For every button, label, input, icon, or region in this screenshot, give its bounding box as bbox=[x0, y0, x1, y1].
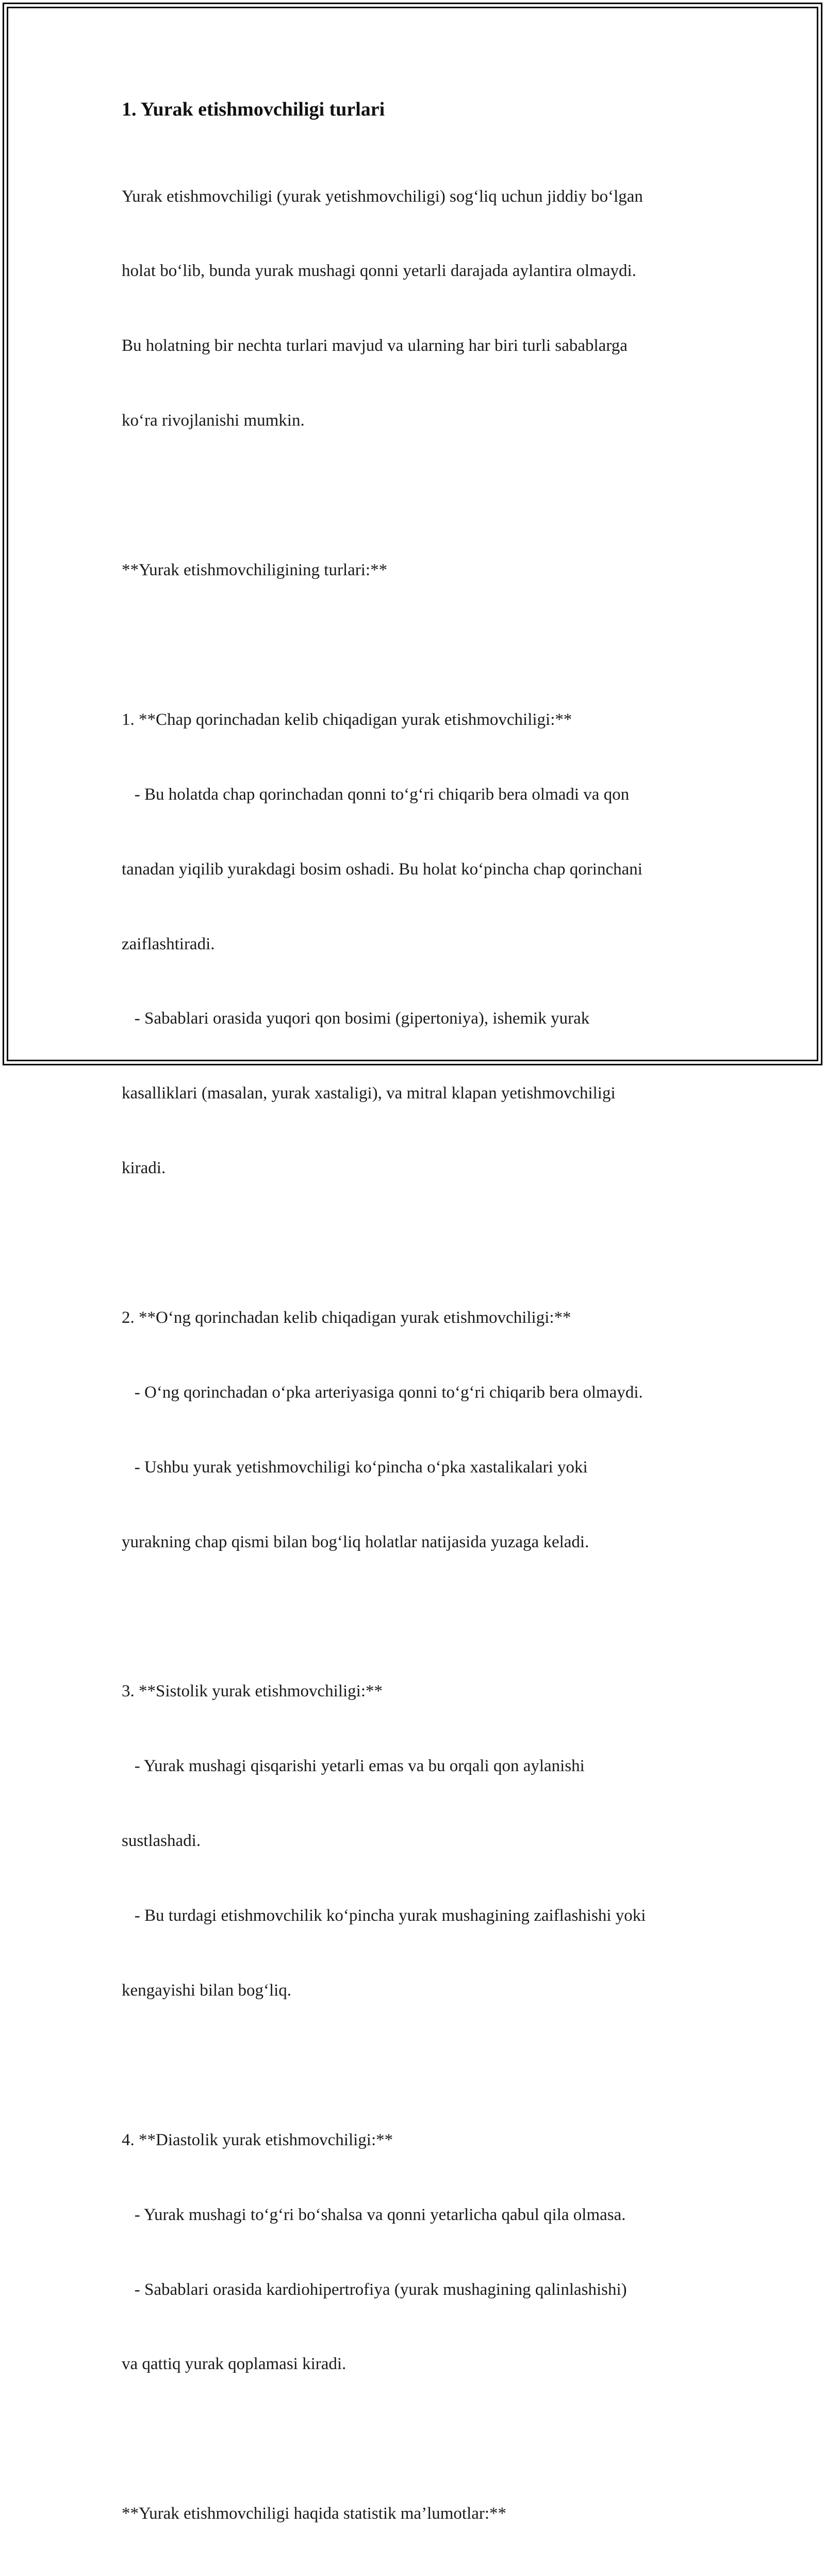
body-text bbox=[122, 134, 720, 2576]
text-line: - O‘ng qorinchadan o‘pka arteriyasiga qonni to‘g‘ri chiqarib bera olmaydi. bbox=[122, 1383, 643, 1402]
text-line: - Bu holatda chap qorinchadan qonni to‘g‘ri chiqarib bera olmadi va qon bbox=[122, 785, 630, 804]
text-line: kiradi. bbox=[122, 1159, 166, 1178]
text-line: 4. **Diastolik yurak etishmovchiligi:** bbox=[122, 2130, 393, 2149]
text-line: tanadan yiqilib yurakdagi bosim oshadi. Bu holat ko‘pincha chap qorinchani bbox=[122, 860, 642, 879]
text-line: zaiflashtiradi. bbox=[122, 934, 215, 953]
text-line: holat bo‘lib, bunda yurak mushagi qonni yetarli darajada aylantira olmaydi. bbox=[122, 262, 636, 281]
text-line: va qattiq yurak qoplamasi kiradi. bbox=[122, 2355, 346, 2374]
blank-line bbox=[122, 633, 720, 657]
text-line: sustlashadi. bbox=[122, 1832, 201, 1851]
document-page bbox=[122, 97, 720, 2576]
text-line: - Ushbu yurak yetishmovchiligi ko‘pincha o‘pka xastalikalari yoki bbox=[122, 1457, 588, 1477]
text-line: - Yurak mushagi to‘g‘ri bo‘shalsa va qonni yetarlicha qabul qila olmasa. bbox=[122, 2205, 626, 2224]
text-line: Yurak etishmovchiligi (yurak yetishmovchiligi) sog‘liq uchun jiddiy bo‘lgan bbox=[122, 187, 643, 206]
text-line: 2. **O‘ng qorinchadan kelib chiqadigan yurak etishmovchiligi:** bbox=[122, 1308, 571, 1327]
text-line: Bu holatning bir nechta turlari mavjud va ularning har biri turli sabablarga bbox=[122, 336, 628, 355]
text-line: **Yurak etishmovchiligining turlari:** bbox=[122, 561, 388, 580]
blank-line bbox=[122, 1605, 720, 1629]
text-line: 1. **Chap qorinchadan kelib chiqadigan yurak etishmovchiligi:** bbox=[122, 710, 572, 729]
text-line: kengayishi bilan bog‘liq. bbox=[122, 1981, 292, 2000]
text-line: - Bu turdagi etishmovchilik ko‘pincha yurak mushagining zaiflashishi yoki bbox=[122, 1906, 646, 1925]
text-line: ko‘ra rivojlanishi mumkin. bbox=[122, 411, 305, 430]
blank-line bbox=[122, 2426, 720, 2451]
text-line: - Sabablari orasida kardiohipertrofiya (yurak mushagining qalinlashishi) bbox=[122, 2280, 627, 2299]
text-line: yurakning chap qismi bilan bog‘liq holatlar natijasida yuzaga keladi. bbox=[122, 1532, 589, 1551]
text-line: 3. **Sistolik yurak etishmovchiligi:** bbox=[122, 1682, 383, 1701]
text-line: kasalliklari (masalan, yurak xastaligi), va mitral klapan yetishmovchiligi bbox=[122, 1084, 616, 1103]
blank-line bbox=[122, 1230, 720, 1255]
text-line: - Yurak mushagi qisqarishi yetarli emas va bu orqali qon aylanishi bbox=[122, 1757, 585, 1776]
text-line: **Yurak etishmovchiligi haqida statistik ma’lumotlar:** bbox=[122, 2504, 507, 2523]
blank-line bbox=[122, 483, 720, 508]
text-line: - Sabablari orasida yuqori qon bosimi (gipertoniya), ishemik yurak bbox=[122, 1009, 590, 1028]
section-heading: 1. Yurak etishmovchiligi turlari bbox=[122, 99, 385, 120]
blank-line bbox=[122, 2053, 720, 2078]
